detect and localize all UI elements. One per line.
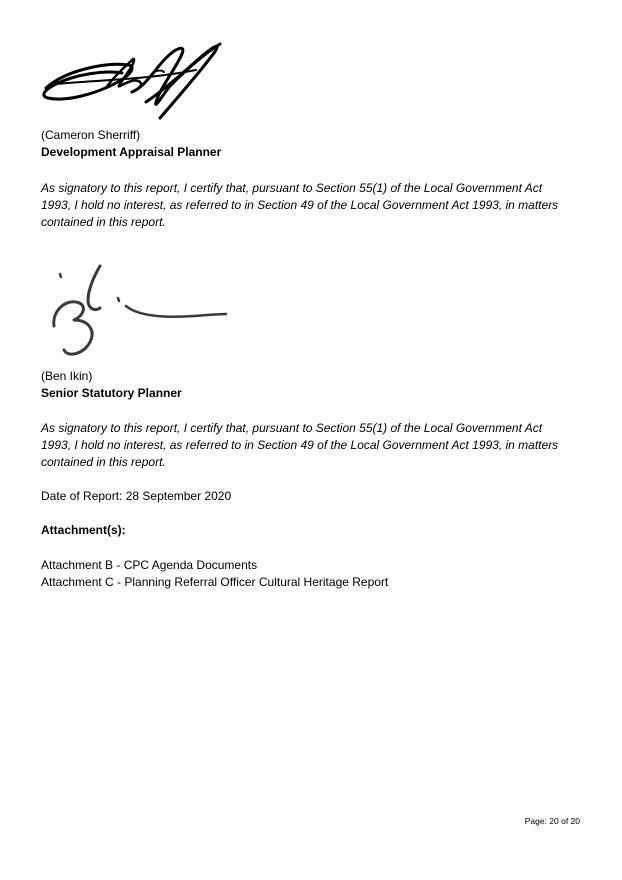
declaration-line: As signatory to this report, I certify that, pursuant to Section 55(1) of the Local Government Act <box>41 181 543 195</box>
signatory-2-declaration <box>41 420 586 471</box>
signatory-1-title: Development Appraisal Planner <box>41 145 222 159</box>
signatory-2-title: Senior Statutory Planner <box>41 386 182 400</box>
declaration-line: contained in this report. <box>41 455 166 469</box>
attachment-item: Attachment C - Planning Referral Officer Cultural Heritage Report <box>41 575 389 589</box>
signatory-1-declaration <box>41 180 586 231</box>
attachment-item: Attachment B - CPC Agenda Documents <box>41 558 258 572</box>
declaration-line: 1993, I hold no interest, as referred to in Section 49 of the Local Government Act 1993, in matters <box>41 198 559 212</box>
date-of-report: Date of Report: 28 September 2020 <box>41 489 232 503</box>
declaration-line: contained in this report. <box>41 215 166 229</box>
declaration-line: As signatory to this report, I certify that, pursuant to Section 55(1) of the Local Government Act <box>41 421 543 435</box>
page-number: Page: 20 of 20 <box>524 816 580 826</box>
attachments-heading: Attachment(s): <box>41 523 126 537</box>
signatory-1-name: (Cameron Sherriff) <box>41 128 141 142</box>
declaration-line: 1993, I hold no interest, as referred to in Section 49 of the Local Government Act 1993, in matters <box>41 438 559 452</box>
signature-cameron-sherriff <box>36 40 231 124</box>
signatory-2-name: (Ben Ikin) <box>41 369 93 383</box>
signature-ben-ikin <box>44 256 234 364</box>
